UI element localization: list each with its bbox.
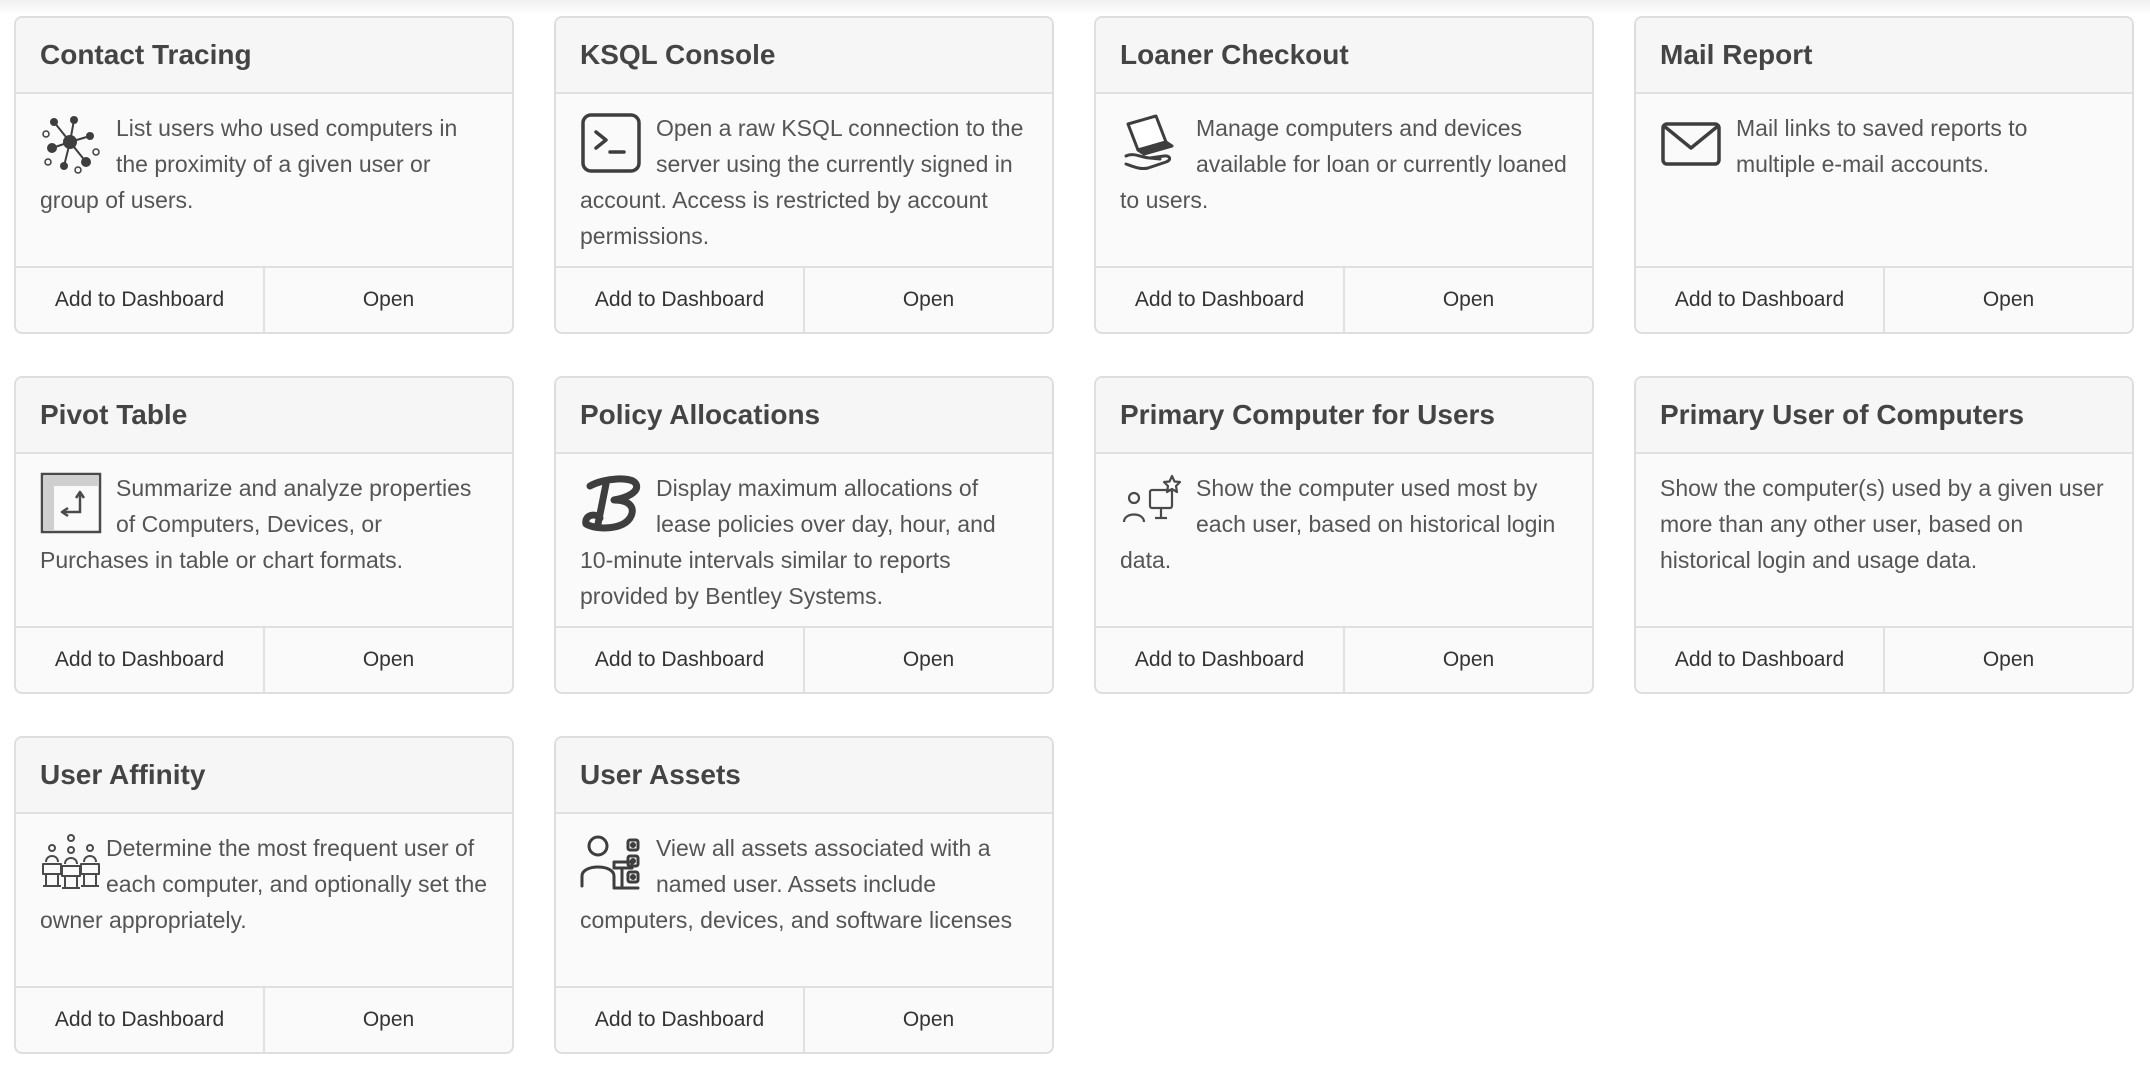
card-ksql-console: [554, 16, 1054, 334]
card-footer: [556, 266, 1052, 332]
card-body: [556, 814, 1052, 986]
card-footer: [556, 986, 1052, 1052]
card-footer: [1096, 266, 1592, 332]
pivot-table-icon: [40, 472, 106, 538]
card-title: Loaner Checkout: [1120, 39, 1349, 70]
card-description: Manage computers and devices available for loan or currently loaned to users.: [1120, 115, 1567, 213]
card-primary-computer-for-users: [1094, 376, 1594, 694]
card-description: Determine the most frequent user of each computer, and optionally set the owner appropriately.: [40, 835, 488, 933]
card-mail-report: [1634, 16, 2134, 334]
card-loaner-checkout: [1094, 16, 1594, 334]
add-to-dashboard-button[interactable]: Add to Dashboard: [594, 648, 765, 671]
bentley-logo-icon: [580, 472, 646, 538]
card-policy-allocations: [554, 376, 1054, 694]
card-header: [16, 18, 512, 94]
card-header: [16, 738, 512, 814]
card-pivot-table: [14, 376, 514, 694]
card-title: User Affinity: [40, 759, 206, 790]
card-footer: [16, 986, 512, 1052]
laptop-hand-icon: [1120, 112, 1186, 178]
add-to-dashboard-button[interactable]: Add to Dashboard: [594, 1008, 765, 1031]
open-button[interactable]: Open: [263, 988, 512, 1052]
card-title: Contact Tracing: [40, 39, 252, 70]
card-body: [16, 454, 512, 626]
card-contact-tracing: [14, 16, 514, 334]
card-footer: [1636, 266, 2132, 332]
card-title: Mail Report: [1660, 39, 1813, 70]
open-button[interactable]: Open: [803, 628, 1052, 692]
top-scroll-shadow: [0, 0, 2150, 14]
card-footer: [16, 626, 512, 692]
add-to-dashboard-button[interactable]: Add to Dashboard: [54, 288, 225, 311]
card-body: [1096, 454, 1592, 626]
card-description: Display maximum allocations of lease policies over day, hour, and 10-minute intervals similar to reports provided by Bentley Systems.: [580, 475, 996, 609]
card-body: [556, 94, 1052, 266]
card-user-assets: [554, 736, 1054, 1054]
add-to-dashboard-button[interactable]: Add to Dashboard: [1134, 288, 1305, 311]
add-to-dashboard-button[interactable]: Add to Dashboard: [1674, 288, 1845, 311]
card-footer: [1636, 626, 2132, 692]
card-description: Show the computer(s) used by a given user more than any other user, based on historical login and usage data.: [1660, 475, 2104, 573]
terminal-icon: [580, 112, 646, 178]
add-to-dashboard-button[interactable]: Add to Dashboard: [1674, 648, 1845, 671]
card-footer: [1096, 626, 1592, 692]
card-body: [16, 94, 512, 266]
card-title: KSQL Console: [580, 39, 776, 70]
card-title: Policy Allocations: [580, 399, 821, 430]
open-button[interactable]: Open: [803, 268, 1052, 332]
card-header: [556, 378, 1052, 454]
add-to-dashboard-button[interactable]: Add to Dashboard: [1134, 648, 1305, 671]
card-description: Open a raw KSQL connection to the server using the currently signed in account. Access is restricted by account permissions.: [580, 115, 1024, 249]
add-to-dashboard-button[interactable]: Add to Dashboard: [594, 288, 765, 311]
card-header: [16, 378, 512, 454]
card-title: Pivot Table: [40, 399, 188, 430]
card-description: View all assets associated with a named user. Assets include computers, devices, and software licenses: [580, 835, 1013, 933]
card-body: [1096, 94, 1592, 266]
card-header: [1096, 378, 1592, 454]
card-description: Summarize and analyze properties of Computers, Devices, or Purchases in table or chart formats.: [40, 475, 472, 573]
open-button[interactable]: Open: [1343, 268, 1592, 332]
add-to-dashboard-button[interactable]: Add to Dashboard: [54, 1008, 225, 1031]
card-title: User Assets: [580, 759, 741, 790]
card-title: Primary Computer for Users: [1120, 399, 1496, 430]
card-header: [556, 738, 1052, 814]
open-button[interactable]: Open: [1883, 268, 2132, 332]
user-assets-icon: [580, 832, 646, 898]
open-button[interactable]: Open: [263, 628, 512, 692]
card-title: Primary User of Computers: [1660, 399, 2025, 430]
card-description: List users who used computers in the proximity of a given user or group of users.: [40, 115, 458, 213]
open-button[interactable]: Open: [1883, 628, 2132, 692]
card-primary-user-of-computers: [1634, 376, 2134, 694]
card-body: [16, 814, 512, 986]
card-footer: [556, 626, 1052, 692]
card-body: [1636, 94, 2132, 266]
open-button[interactable]: Open: [263, 268, 512, 332]
card-description: Show the computer used most by each user, based on historical login data.: [1120, 475, 1556, 573]
card-header: [1636, 378, 2132, 454]
card-user-affinity: [14, 736, 514, 1054]
user-computer-star-icon: [1120, 472, 1186, 538]
card-footer: [16, 266, 512, 332]
card-body: [556, 454, 1052, 626]
users-desks-icon: [40, 832, 96, 898]
open-button[interactable]: Open: [1343, 628, 1592, 692]
card-description: Mail links to saved reports to multiple e-mail accounts.: [1736, 115, 2028, 177]
network-nodes-icon: [40, 112, 106, 178]
card-body: [1636, 454, 2132, 626]
card-header: [1636, 18, 2132, 94]
card-header: [1096, 18, 1592, 94]
card-header: [556, 18, 1052, 94]
tool-card-grid: [14, 16, 2134, 1054]
add-to-dashboard-button[interactable]: Add to Dashboard: [54, 648, 225, 671]
envelope-icon: [1660, 112, 1726, 178]
open-button[interactable]: Open: [803, 988, 1052, 1052]
